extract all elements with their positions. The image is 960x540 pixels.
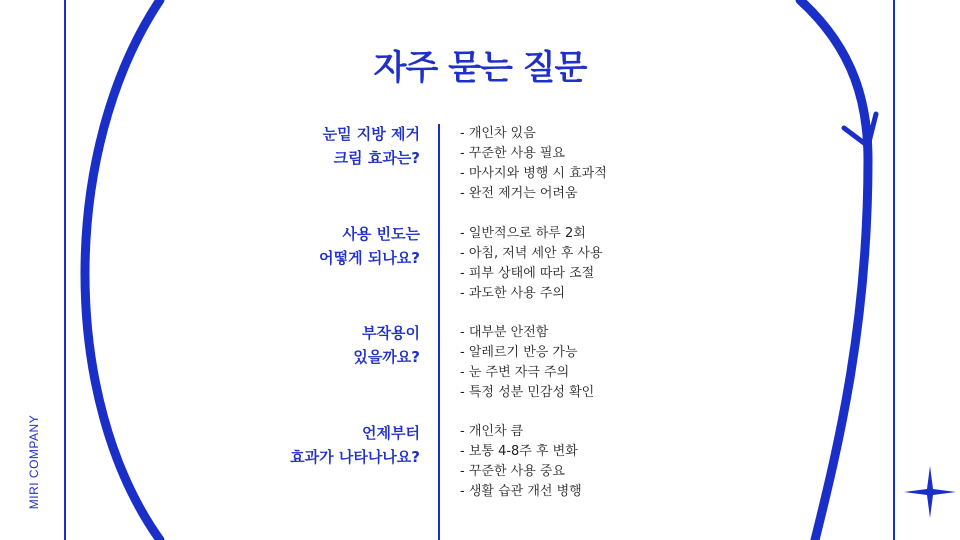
- question-line: 효과가 나타나나요?: [290, 448, 420, 466]
- question-line: 어떻게 되나요?: [319, 249, 420, 267]
- question-line: 있을까요?: [353, 348, 420, 366]
- answer-item: - 마사지와 병행 시 효과적: [460, 166, 607, 181]
- faq-item: [0, 421, 960, 511]
- faq-item: [0, 122, 960, 212]
- question-line: 언제부터: [362, 424, 420, 442]
- faq-answer-list: [460, 124, 607, 204]
- answer-item: - 꾸준한 사용 필요: [460, 146, 565, 161]
- answer-item: - 개인차 있음: [460, 126, 536, 141]
- faq-question: [323, 122, 420, 170]
- answer-item: - 특정 성분 민감성 확인: [460, 385, 595, 400]
- answer-item: - 피부 상태에 따라 조절: [460, 266, 595, 281]
- question-line: 부작용이: [362, 324, 420, 342]
- faq-answer-list: [460, 422, 582, 502]
- answer-item: - 개인차 큼: [460, 424, 524, 439]
- answer-item: - 완전 제거는 어려움: [460, 186, 578, 201]
- faq-question: [290, 421, 420, 469]
- answer-item: - 생활 습관 개선 병행: [460, 484, 582, 499]
- faq-item: [0, 222, 960, 312]
- answer-item: - 꾸준한 사용 중요: [460, 464, 565, 479]
- faq-question: [319, 222, 420, 270]
- answer-item: - 과도한 사용 주의: [460, 286, 565, 301]
- answer-item: - 알레르기 반응 가능: [460, 345, 578, 360]
- answer-item: - 아침, 저녁 세안 후 사용: [460, 246, 603, 261]
- answer-item: - 눈 주변 자극 주의: [460, 365, 570, 380]
- answer-item: - 보통 4-8주 후 변화: [460, 444, 578, 459]
- brand-label: MIRI COMPANY: [27, 414, 41, 510]
- page-title: 자주 묻는 질문: [373, 48, 587, 88]
- faq-question: [353, 321, 420, 369]
- faq-answer-list: [460, 323, 594, 403]
- answer-item: - 대부분 안전함: [460, 325, 549, 340]
- question-line: 크림 효과는?: [333, 149, 420, 167]
- answer-item: - 일반적으로 하루 2회: [460, 226, 586, 241]
- faq-answer-list: [460, 224, 603, 304]
- question-line: 사용 빈도는: [342, 225, 420, 243]
- question-line: 눈밑 지방 제거: [322, 125, 420, 143]
- faq-item: [0, 321, 960, 411]
